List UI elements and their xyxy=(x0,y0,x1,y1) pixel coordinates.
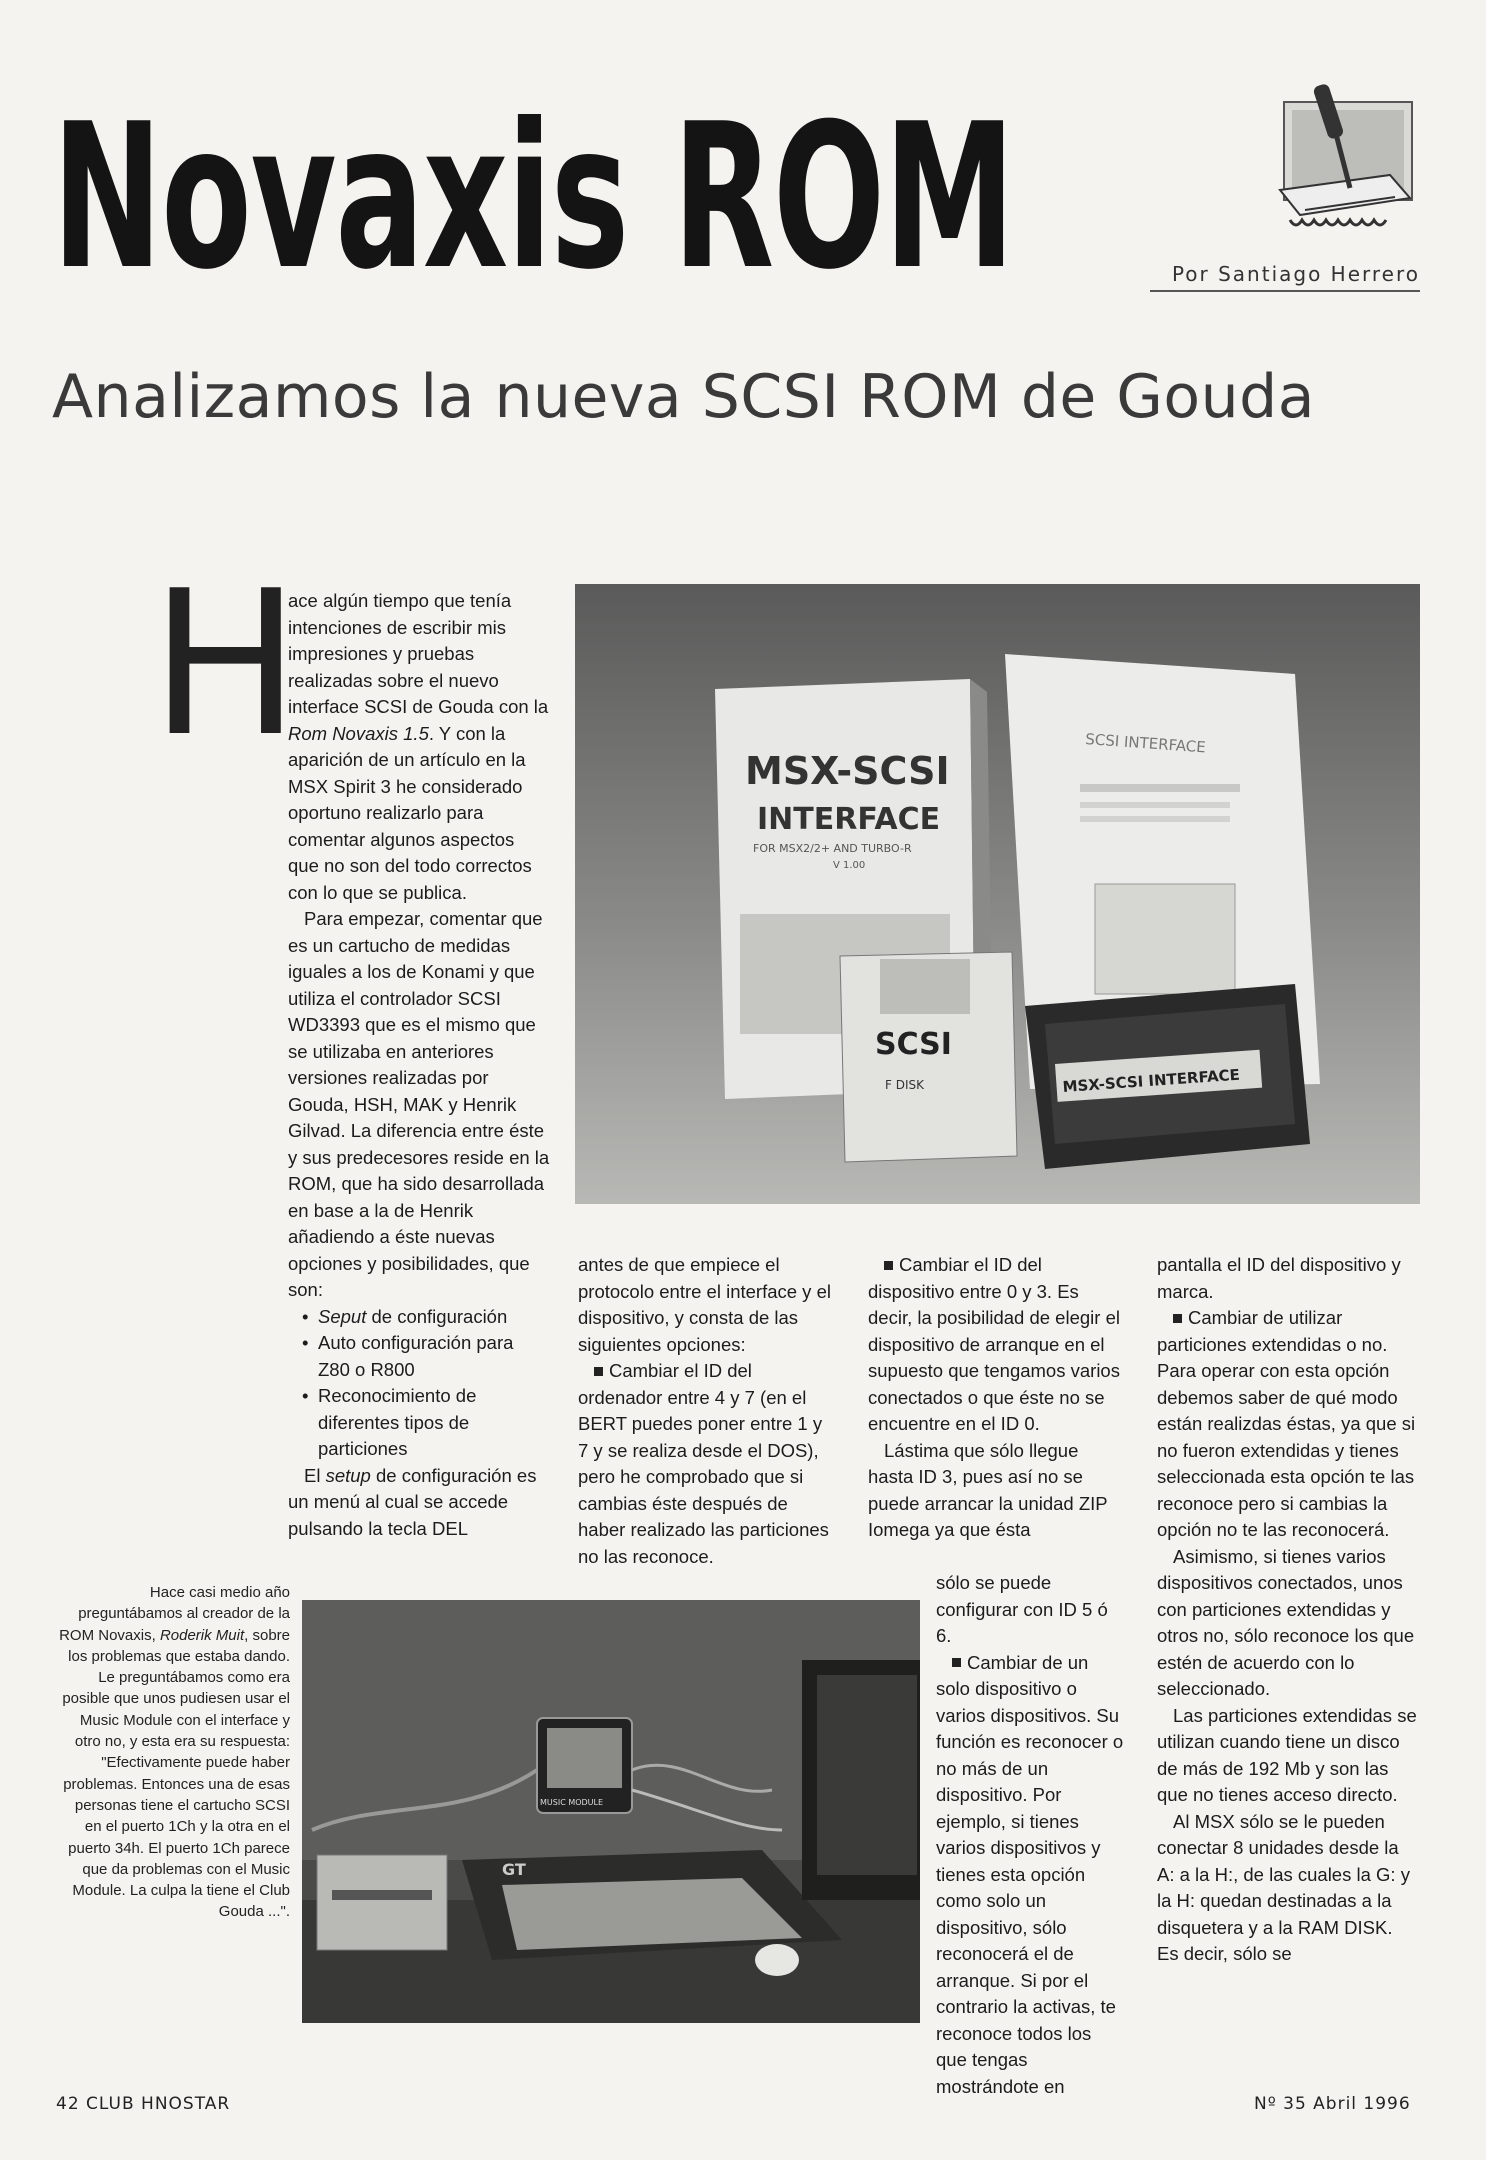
list-item: • Reconocimiento de diferentes tipos de particiones xyxy=(302,1383,550,1463)
paragraph: sólo se puede configurar con ID 5 ó 6. xyxy=(936,1572,1108,1646)
article-column-3 xyxy=(868,1252,1126,1544)
paragraph: Lástima que sólo llegue hasta ID 3, pues así no se puede arrancar la unidad ZIP Iomega ya que ésta xyxy=(868,1439,1108,1540)
paragraph-text: Cambiar de un solo dispositivo o varios dispositivos. Su función es reconocer o no más de un dispositivo. Por ejemplo, si tienes varios dispositivos y tienes esta opción como solo un dispositivo, sólo reconocerá el de arranque. Si por el contrario la activas, te reconoce todos los que tengas mostrándote en xyxy=(936,1651,1124,2097)
article-subtitle: Analizamos la nueva SCSI ROM de Gouda xyxy=(52,362,1316,432)
sidebar-caption xyxy=(58,1582,290,1923)
article-column-1 xyxy=(288,588,550,1542)
paragraph xyxy=(936,1650,1126,2101)
feature-list xyxy=(288,1304,550,1463)
article-title: Novaxis ROM xyxy=(52,81,1014,314)
setup-photo-drawing xyxy=(302,1600,920,2023)
disk-sublabel: F DISK xyxy=(885,1078,924,1092)
list-item-text: de configuración xyxy=(366,1305,508,1327)
paragraph-text: Cambiar de utilizar particiones extendidas o no. Para operar con esta opción debemos saber de qué modo están realizdas éstas, ya que si no fueron extendidas y tienes seleccionada esta opción te las reconoce pero si cambias la opción no te las reconocerá. xyxy=(1157,1307,1416,1540)
cartridge-label: MSX-SCSI INTERFACE xyxy=(1062,1065,1241,1096)
disk-label: SCSI xyxy=(875,1027,952,1062)
paragraph xyxy=(288,1463,550,1543)
paragraph: Para empezar, comentar que es un cartucho de medidas iguales a los de Konami y que utiliza el controlador SCSI WD3393 que es el mismo que se utilizaba en anteriores versiones realizadas por Gouda, HSH, MAK y Henrik Gilvad. La diferencia entre éste y sus predecesores reside en la ROM, que ha sido desarrollada en base a la de Henrik añadiendo a éste nuevas opciones y posibilidades, que son: xyxy=(288,908,550,1300)
article-column-2 xyxy=(578,1252,833,1570)
paragraph: Las particiones extendidas se utilizan cuando tiene un disco de más de 192 Mb y son las que no tienes acceso directo. xyxy=(1157,1704,1417,1805)
monitor-label: MUSIC MODULE xyxy=(540,1798,604,1807)
product-photo xyxy=(575,584,1420,1204)
product-photo-drawing xyxy=(575,584,1420,1204)
footer-page-magazine: 42 CLUB HNOSTAR xyxy=(56,2094,231,2114)
paragraph-text: El xyxy=(304,1464,326,1486)
screwdriver-logo-icon xyxy=(1270,80,1420,245)
box-title-line-2: INTERFACE xyxy=(757,802,941,837)
box-subtitle-line-1: FOR MSX2/2+ AND TURBO-R xyxy=(753,842,912,855)
paragraph-text: . Y con la aparición de un artículo en la MSX Spirit 3 he considerado oportuno realizarlo para comentar algunos aspectos que no son del todo correctos con lo que se publica. xyxy=(288,722,532,903)
square-bullet-icon xyxy=(884,1261,893,1270)
caption-text: , sobre los problemas que estaba dando. Le preguntábamos como era posible que unos pudiesen usar el Music Module con el interface y otro no, y esta era su respuesta: "Efectivamente puede haber problemas. Entonces una de esas personas tiene el cartucho SCSI en el puerto 1Ch y la otra en el puerto 34h. El puerto 1Ch parece que da problemas con el Music Module. La culpa la tiene el Club Gouda ...". xyxy=(62,1626,290,1921)
setup-photo xyxy=(302,1600,920,2023)
footer-issue-date: Nº 35 Abril 1996 xyxy=(1254,2094,1411,2114)
emphasis-text: Seput xyxy=(318,1305,367,1327)
computer-label: GT xyxy=(502,1860,526,1879)
square-bullet-icon xyxy=(594,1367,603,1376)
list-item: • Auto configuración para Z80 o R800 xyxy=(302,1330,550,1383)
paragraph: Al MSX sólo se le pueden conectar 8 unidades desde la A: a la H:, de las cuales la G: y la H: quedan destinadas a la disquetera y a la RAM DISK. Es decir, sólo se xyxy=(1157,1810,1410,1964)
article-column-4 xyxy=(1157,1252,1419,1968)
paragraph: pantalla el ID del dispositivo y marca. xyxy=(1157,1254,1401,1302)
paragraph xyxy=(868,1252,1126,1438)
box-title-line-1: MSX-SCSI xyxy=(745,749,950,793)
paragraph xyxy=(288,588,550,906)
emphasis-text: setup xyxy=(325,1464,371,1486)
caption-text: Hace casi medio año preguntábamos al creador de la ROM Novaxis, xyxy=(59,1584,290,1644)
paragraph: Asimismo, si tienes varios dispositivos conectados, unos con particiones extendidas y otros no, sólo reconoce los que estén de acuerdo con lo seleccionado. xyxy=(1157,1545,1415,1699)
paragraph-text: de configuración es un menú al cual se accede pulsando la tecla DEL xyxy=(288,1464,537,1539)
paragraph-text: Cambiar el ID del dispositivo entre 0 y 3. Es decir, la posibilidad de elegir el dispositivo de arranque en el supuesto que tengamos varios conectados o que éste no se encuentre en el ID 0. xyxy=(868,1254,1120,1434)
emphasis-text: Rom Novaxis 1.5 xyxy=(288,722,429,744)
emphasis-text: Roderik Muit xyxy=(159,1626,245,1644)
square-bullet-icon xyxy=(952,1658,961,1667)
square-bullet-icon xyxy=(1173,1314,1182,1323)
paragraph-text: ace algún tiempo que tenía intenciones de escribir mis impresiones y pruebas realizadas sobre el nuevo interface SCSI de Gouda con la xyxy=(288,590,549,717)
list-item xyxy=(302,1304,550,1331)
paragraph: antes de que empiece el protocolo entre el interface y el dispositivo, y consta de las siguientes opciones: xyxy=(578,1254,831,1355)
drop-cap: H xyxy=(150,548,301,781)
paragraph xyxy=(578,1358,833,1570)
box-subtitle-line-2: V 1.00 xyxy=(833,860,866,871)
author-byline: Por Santiago Herrero xyxy=(1150,262,1420,292)
paragraph-text: Cambiar el ID del ordenador entre 4 y 7 (en el BERT puedes poner entre 1 y 7 y se realiza desde el DOS), pero he comprobado que si cambias éste después de haber realizado las particiones no las reconoce. xyxy=(578,1360,829,1567)
manual-title: SCSI INTERFACE xyxy=(1084,730,1207,757)
paragraph xyxy=(1157,1305,1419,1544)
article-column-3-continued xyxy=(936,1570,1126,2100)
